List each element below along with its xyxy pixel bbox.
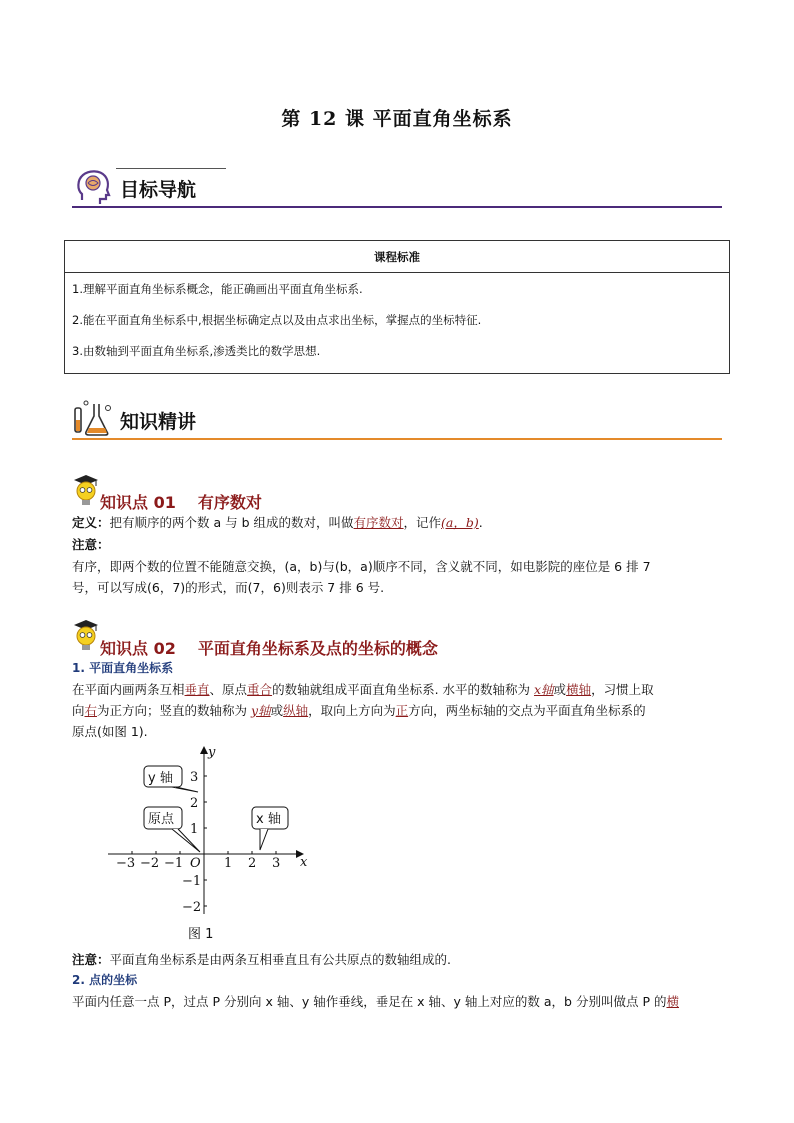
callout-pointer — [172, 787, 198, 792]
text: 或 — [553, 682, 567, 697]
section-rule — [72, 438, 722, 440]
x-tick-label: −2 — [140, 856, 160, 871]
scholar-lightbulb-icon — [72, 472, 100, 506]
term: 右 — [84, 703, 98, 718]
callout-pointer — [260, 829, 268, 850]
lab-flask-icon — [72, 400, 114, 438]
def-text: 把有顺序的两个数 a 与 b 组成的数对，叫做 — [109, 515, 354, 530]
origin-label: O — [190, 856, 201, 871]
note-text: 平面直角坐标系是由两条互相垂直且有公共原点的数轴组成的. — [109, 952, 451, 967]
section-header-knowledge — [72, 400, 722, 440]
figure-caption: 图 1 — [188, 927, 214, 942]
text: ，取向上方向为 — [308, 703, 396, 718]
kp2-paragraph-line — [72, 991, 724, 1013]
kp1-name: 有序数对 — [197, 493, 262, 512]
kp2-note — [72, 949, 724, 971]
text: 为正方向；竖直的数轴称为 — [97, 703, 252, 718]
scholar-lightbulb-icon — [72, 617, 100, 651]
coordinate-figure — [100, 742, 320, 947]
kp1-number: 知识点 01 — [100, 493, 176, 512]
kp1-title — [100, 490, 262, 513]
kp2-subheading-axes: 1. 平面直角坐标系 — [72, 661, 174, 675]
kp2-name: 平面直角坐标系及点的坐标的概念 — [197, 639, 438, 658]
term: 纵轴 — [283, 703, 309, 718]
text: 的数轴就组成平面直角坐标系. 水平的数轴称为 — [272, 682, 534, 697]
y-tick-label: 1 — [190, 822, 199, 837]
text: 向 — [72, 703, 85, 718]
x-tick-label: 3 — [272, 856, 281, 871]
def-text: . — [478, 515, 483, 530]
page-title: 第 12 课 平面直角坐标系 — [281, 108, 513, 130]
y-axis-label: y — [208, 745, 216, 760]
kp2-paragraph-line: 原点(如图 1). — [72, 724, 148, 739]
term: 垂直 — [184, 682, 210, 697]
text: ，习惯上取 — [591, 682, 654, 697]
section-rule — [72, 206, 722, 208]
term: y轴 — [251, 703, 271, 718]
standard-item: 2.能在平面直角坐标系中,根据坐标确定点以及由点求出坐标，掌握点的坐标特征. — [72, 313, 482, 327]
text: 、原点 — [209, 682, 248, 697]
kp2-number: 知识点 02 — [100, 639, 176, 658]
note-label: 注意： — [72, 537, 110, 552]
def-label: 定义： — [72, 515, 110, 530]
text: 平面内任意一点 P，过点 P 分别向 x 轴、y 轴作垂线，垂足在 x 轴、y 轴上对应的数 a，b 分别叫做点 P 的 — [72, 994, 667, 1009]
section-label: 目标导航 — [120, 179, 197, 201]
y-axis-arrow — [200, 746, 208, 754]
brain-head-icon — [74, 168, 114, 206]
x-tick-label: −1 — [164, 856, 184, 871]
table-body — [65, 273, 730, 374]
callout-x-axis: x 轴 — [256, 812, 281, 827]
kp1-note-line: 有序，即两个数的位置不能随意交换，(a，b)与(b，a)顺序不同，含义就不同，如电影院的座位是 6 排 7 — [72, 559, 651, 574]
def-term: 有序数对 — [353, 515, 404, 530]
course-standards-table — [64, 240, 730, 374]
text: 方向，两坐标轴的交点为平面直角坐标系的 — [408, 703, 646, 718]
kp2-subheading-point: 2. 点的坐标 — [72, 973, 138, 987]
term: 横 — [666, 994, 679, 1009]
term: 重合 — [247, 682, 273, 697]
kp2-paragraph-line — [72, 700, 724, 722]
y-tick-label: −2 — [182, 900, 202, 915]
text: 在平面内画两条互相 — [72, 682, 185, 697]
term: x轴 — [533, 682, 554, 697]
term: 正 — [395, 703, 409, 718]
table-header: 课程标准 — [65, 241, 730, 273]
x-tick-label: −3 — [116, 856, 136, 871]
def-notation: (a，b) — [441, 515, 479, 530]
kp2-title — [100, 636, 438, 659]
callout-origin: 原点 — [148, 812, 175, 827]
term: 横轴 — [566, 682, 592, 697]
x-tick-label: 2 — [248, 856, 257, 871]
standard-item: 3.由数轴到平面直角坐标系,渗透类比的数学思想. — [72, 344, 321, 358]
kp1-note-label — [72, 534, 724, 556]
header-top-line — [116, 168, 226, 169]
kp2-paragraph-line — [72, 679, 724, 701]
text: 或 — [270, 703, 284, 718]
def-text: ，记作 — [403, 515, 442, 530]
y-tick-label: 3 — [190, 770, 199, 785]
callout-y-axis: y 轴 — [148, 771, 173, 786]
section-header-goals — [72, 168, 722, 208]
x-tick-label: 1 — [224, 856, 233, 871]
y-tick-label: −1 — [182, 874, 202, 889]
standard-item: 1.理解平面直角坐标系概念，能正确画出平面直角坐标系. — [72, 282, 363, 296]
x-axis-label: x — [300, 855, 308, 870]
kp1-note-line: 号，可以写成(6，7)的形式，而(7，6)则表示 7 排 6 号. — [72, 580, 385, 595]
y-tick-label: 2 — [190, 796, 199, 811]
note-label: 注意： — [72, 952, 110, 967]
section-label: 知识精讲 — [120, 411, 197, 433]
kp1-definition — [72, 512, 724, 534]
